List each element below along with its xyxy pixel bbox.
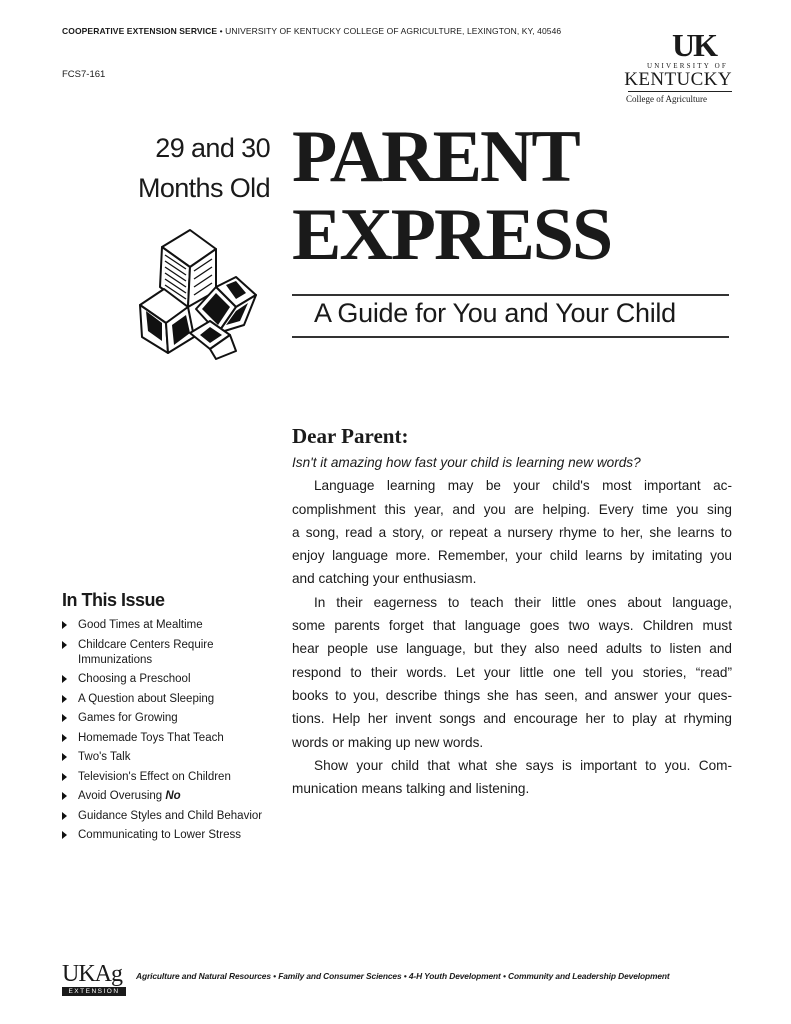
bullet-icon [62, 621, 67, 629]
issue-item-label: Television's Effect on Children [78, 770, 231, 783]
bullet-icon [62, 773, 67, 781]
issue-item-label: Childcare Centers Require Immunizations [78, 638, 214, 666]
masthead [292, 118, 611, 274]
publisher-line [62, 26, 561, 36]
age-line-1: 29 and 30 [155, 133, 270, 163]
letter-line: some parents forget that language goes two ways. Children must [292, 618, 732, 634]
letter-line: Language learning may be your child's most important ac- [314, 478, 732, 494]
issue-item [62, 731, 277, 746]
uk-logo-college: College of Agriculture [626, 94, 707, 104]
letter-line: enjoy language more. Remember, your child learns by imitating you [292, 548, 732, 564]
publisher-org: COOPERATIVE EXTENSION SERVICE [62, 26, 218, 36]
letter-intro: Isn't it amazing how fast your child is learning new words? [292, 455, 641, 470]
uk-logo-mark: UK [672, 27, 716, 63]
bullet-icon [62, 675, 67, 683]
issue-item-label: Games for Growing [78, 712, 178, 724]
issue-item-label: Guidance Styles and Child Behavior [78, 809, 263, 822]
building-blocks-illustration [132, 225, 272, 360]
bullet-icon [62, 714, 67, 722]
bullet-icon [62, 753, 67, 761]
issue-item-label: A Question about Sleeping [78, 692, 215, 705]
bullet-icon [62, 734, 67, 742]
ukag-logo-bar: EXTENSION [62, 987, 126, 996]
bullet-icon [62, 812, 67, 820]
issue-item [62, 672, 277, 687]
issue-item [62, 770, 277, 785]
issue-item [62, 750, 277, 765]
publisher-address: • UNIVERSITY OF KENTUCKY COLLEGE OF AGRICULTURE, LEXINGTON, KY, 40546 [217, 26, 562, 36]
issue-item [62, 809, 277, 824]
university-logo [612, 28, 732, 106]
issue-item [62, 828, 277, 843]
issue-item-label: Two's Talk [78, 751, 131, 763]
bullet-icon [62, 792, 67, 800]
ukag-extension-logo [62, 962, 130, 998]
masthead-line-1: PARENT [292, 116, 579, 198]
program-areas: Agriculture and Natural Resources • Family and Consumer Sciences • 4-H Youth Development • Community and Leadership Development [136, 971, 670, 981]
subtitle-bottom-rule [292, 336, 729, 338]
in-this-issue-list [62, 618, 277, 848]
letter-line: Show your child that what she says is important to you. Com- [314, 757, 732, 773]
letter-line: complishment this year, and you are helping. Every time you sing [292, 501, 732, 517]
issue-item-emphasis: No [165, 790, 181, 802]
letter-paragraph-1 [292, 474, 732, 590]
bullet-icon [62, 695, 67, 703]
issue-item [62, 692, 277, 707]
bullet-icon [62, 831, 67, 839]
letter-line: hear people use language, but they also need adults to listen and [292, 641, 732, 657]
issue-item [62, 618, 277, 633]
age-line-2: Months Old [137, 173, 270, 203]
letter-line: and catching your enthusiasm. [292, 571, 477, 587]
issue-item [62, 789, 277, 804]
letter-paragraph-3 [292, 754, 732, 801]
issue-item-label: Homemade Toys That Teach [78, 731, 224, 744]
letter-salutation: Dear Parent: [292, 424, 409, 448]
letter-line: In their eagerness to teach their little ones about language, [314, 594, 732, 610]
issue-item-label: Good Times at Mealtime [78, 619, 203, 631]
uk-logo-university: UNIVERSITY OF [646, 62, 728, 70]
subtitle: A Guide for You and Your Child [314, 298, 676, 328]
issue-item [62, 638, 277, 668]
letter-line: words or making up new words. [292, 734, 484, 750]
age-range [80, 128, 270, 208]
letter-body [292, 451, 732, 800]
letter-line: respond to their words. Let your little one tell you stories, “read” [292, 664, 732, 680]
letter-paragraph-2 [292, 591, 732, 754]
letter-line: books to you, describe things she has seen, and answer your ques- [292, 687, 732, 703]
issue-item [62, 711, 277, 726]
uk-logo-kentucky: KENTUCKY [624, 69, 732, 90]
letter-line: a song, read a story, or repeat a nursery rhyme to her, she learns to [292, 524, 732, 540]
letter-line: tions. Help her invent songs and encourage her to play at rhyming [292, 711, 732, 727]
subtitle-top-rule [292, 294, 729, 296]
uk-logo-rule [628, 91, 732, 92]
issue-item-label: Choosing a Preschool [78, 673, 191, 685]
in-this-issue-heading: In This Issue [62, 590, 165, 610]
issue-item-label: Avoid Overusing [78, 790, 163, 802]
masthead-line-2: EXPRESS [292, 194, 612, 276]
bullet-icon [62, 641, 67, 649]
issue-item-label: Communicating to Lower Stress [78, 829, 241, 841]
letter-line: munication means talking and listening. [292, 781, 530, 797]
publication-number: FCS7-161 [62, 69, 106, 80]
ukag-logo-text: UKAg [62, 961, 122, 987]
